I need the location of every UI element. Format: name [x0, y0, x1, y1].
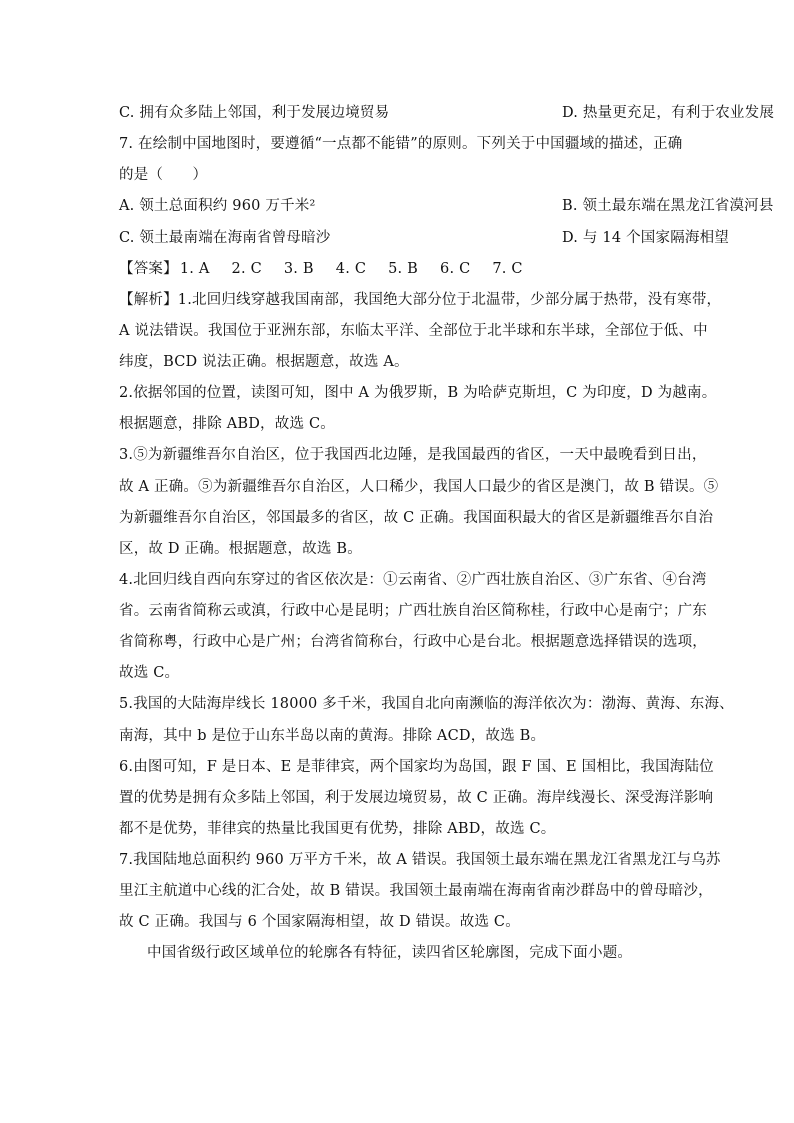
answer-line — [119, 259, 679, 279]
analysis-3-line: 3.⑤为新疆维吾尔自治区，位于我国西北边陲，是我国最西的省区，一天中最晚看到日出， — [119, 447, 707, 463]
answer-item: 1. A — [179, 261, 210, 277]
q7-option-c: C. 领土最南端在海南省曾母暗沙 — [119, 230, 331, 246]
analysis-1-line: A 说法错误。我国位于亚洲东部，东临太平洋、全部位于北半球和东半球，全部位于低、中 — [119, 323, 708, 339]
analysis-7-line: 故 C 正确。我国与 6 个国家隔海相望，故 D 错误。故选 C。 — [119, 914, 520, 930]
answer-item: 6. C — [440, 261, 471, 277]
analysis-4-line: 省简称粤，行政中心是广州；台湾省简称台，行政中心是台北。根据题意选择错误的选项， — [119, 634, 707, 650]
analysis-1-line: 【解析】1.北回归线穿越我国南部，我国绝大部分位于北温带，少部分属于热带，没有寒带， — [119, 292, 722, 308]
answer-label: 【答案】 — [119, 261, 178, 277]
analysis-6-line: 都不是优势，菲律宾的热量比我国更有优势，排除 ABD，故选 C。 — [119, 821, 556, 837]
q7-option-b: B. 领土最东端在黑龙江省漠河县 — [562, 198, 774, 214]
analysis-7-line: 7.我国陆地总面积约 960 万平方千米，故 A 错误。我国领土最东端在黑龙江省黑龙江与乌苏 — [119, 852, 721, 868]
answer-item: 4. C — [335, 261, 367, 277]
analysis-1-line: 纬度，BCD 说法正确。根据题意，故选 A。 — [119, 354, 409, 370]
analysis-3-line: 故 A 正确。⑤为新疆维吾尔自治区，人口稀少，我国人口最少的省区是澳门，故 B 错误。⑤ — [119, 479, 719, 495]
q7-option-a: A. 领土总面积约 960 万千米² — [119, 198, 316, 214]
q7-options-row-2 — [119, 228, 729, 248]
analysis-4-line: 4.北回归线自西向东穿过的省区依次是：①云南省、②广西壮族自治区、③广东省、④台湾 — [119, 572, 707, 588]
q6-options-row — [119, 103, 775, 123]
analysis-5-line: 5.我国的大陆海岸线长 18000 多千米，我国自北向南濒临的海洋依次为：渤海、黄海、东海、 — [119, 696, 734, 712]
q6-option-c: C. 拥有众多陆上邻国，利于发展边境贸易 — [119, 105, 390, 121]
analysis-3-line: 为新疆维吾尔自治区，邻国最多的省区，故 C 正确。我国面积最大的省区是新疆维吾尔自治 — [119, 510, 714, 526]
analysis-2-line: 根据题意，排除 ABD，故选 C。 — [119, 416, 335, 432]
analysis-4-line: 省。云南省简称云或滇，行政中心是昆明；广西壮族自治区简称桂，行政中心是南宁；广东 — [119, 603, 707, 619]
analysis-2-line: 2.依据邻国的位置，读图可知，图中 A 为俄罗斯，B 为哈萨克斯坦，C 为印度，D 为越南。 — [119, 385, 717, 401]
analysis-6-line: 置的优势是拥有众多陆上邻国，利于发展边境贸易，故 C 正确。海岸线漫长、深受海洋影响 — [119, 790, 714, 806]
q6-option-d: D. 热量更充足，有利于农业发展 — [562, 105, 775, 121]
answer-item: 3. B — [283, 261, 314, 277]
q7-options-row-1 — [119, 196, 774, 216]
answer-item: 7. C — [492, 261, 523, 277]
analysis-4-line: 故选 C。 — [119, 665, 180, 681]
analysis-6-line: 6.由图可知，F 是日本、E 是菲律宾，两个国家均为岛国，跟 F 国、E 国相比，我国海陆位 — [119, 759, 714, 775]
analysis-3-line: 区，故 D 正确。根据题意，故选 B。 — [119, 541, 362, 557]
analysis-5-line: 南海，其中 b 是位于山东半岛以南的黄海。排除 ACD，故选 B。 — [119, 728, 546, 744]
q7-option-d: D. 与 14 个国家隔海相望 — [562, 230, 729, 246]
next-section-intro: 中国省级行政区域单位的轮廓各有特征，读四省区轮廓图，完成下面小题。 — [147, 945, 633, 961]
q7-stem-line-1: 7. 在绘制中国地图时，要遵循“一点都不能错”的原则。下列关于中国疆域的描述，正确 — [119, 136, 683, 152]
answer-item: 5. B — [388, 261, 419, 277]
answer-item: 2. C — [231, 261, 262, 277]
analysis-7-line: 里江主航道中心线的汇合处，故 B 错误。我国领土最南端在海南省南沙群岛中的曾母暗沙， — [119, 883, 713, 899]
q7-stem-line-2: 的是（ ） — [119, 167, 208, 183]
